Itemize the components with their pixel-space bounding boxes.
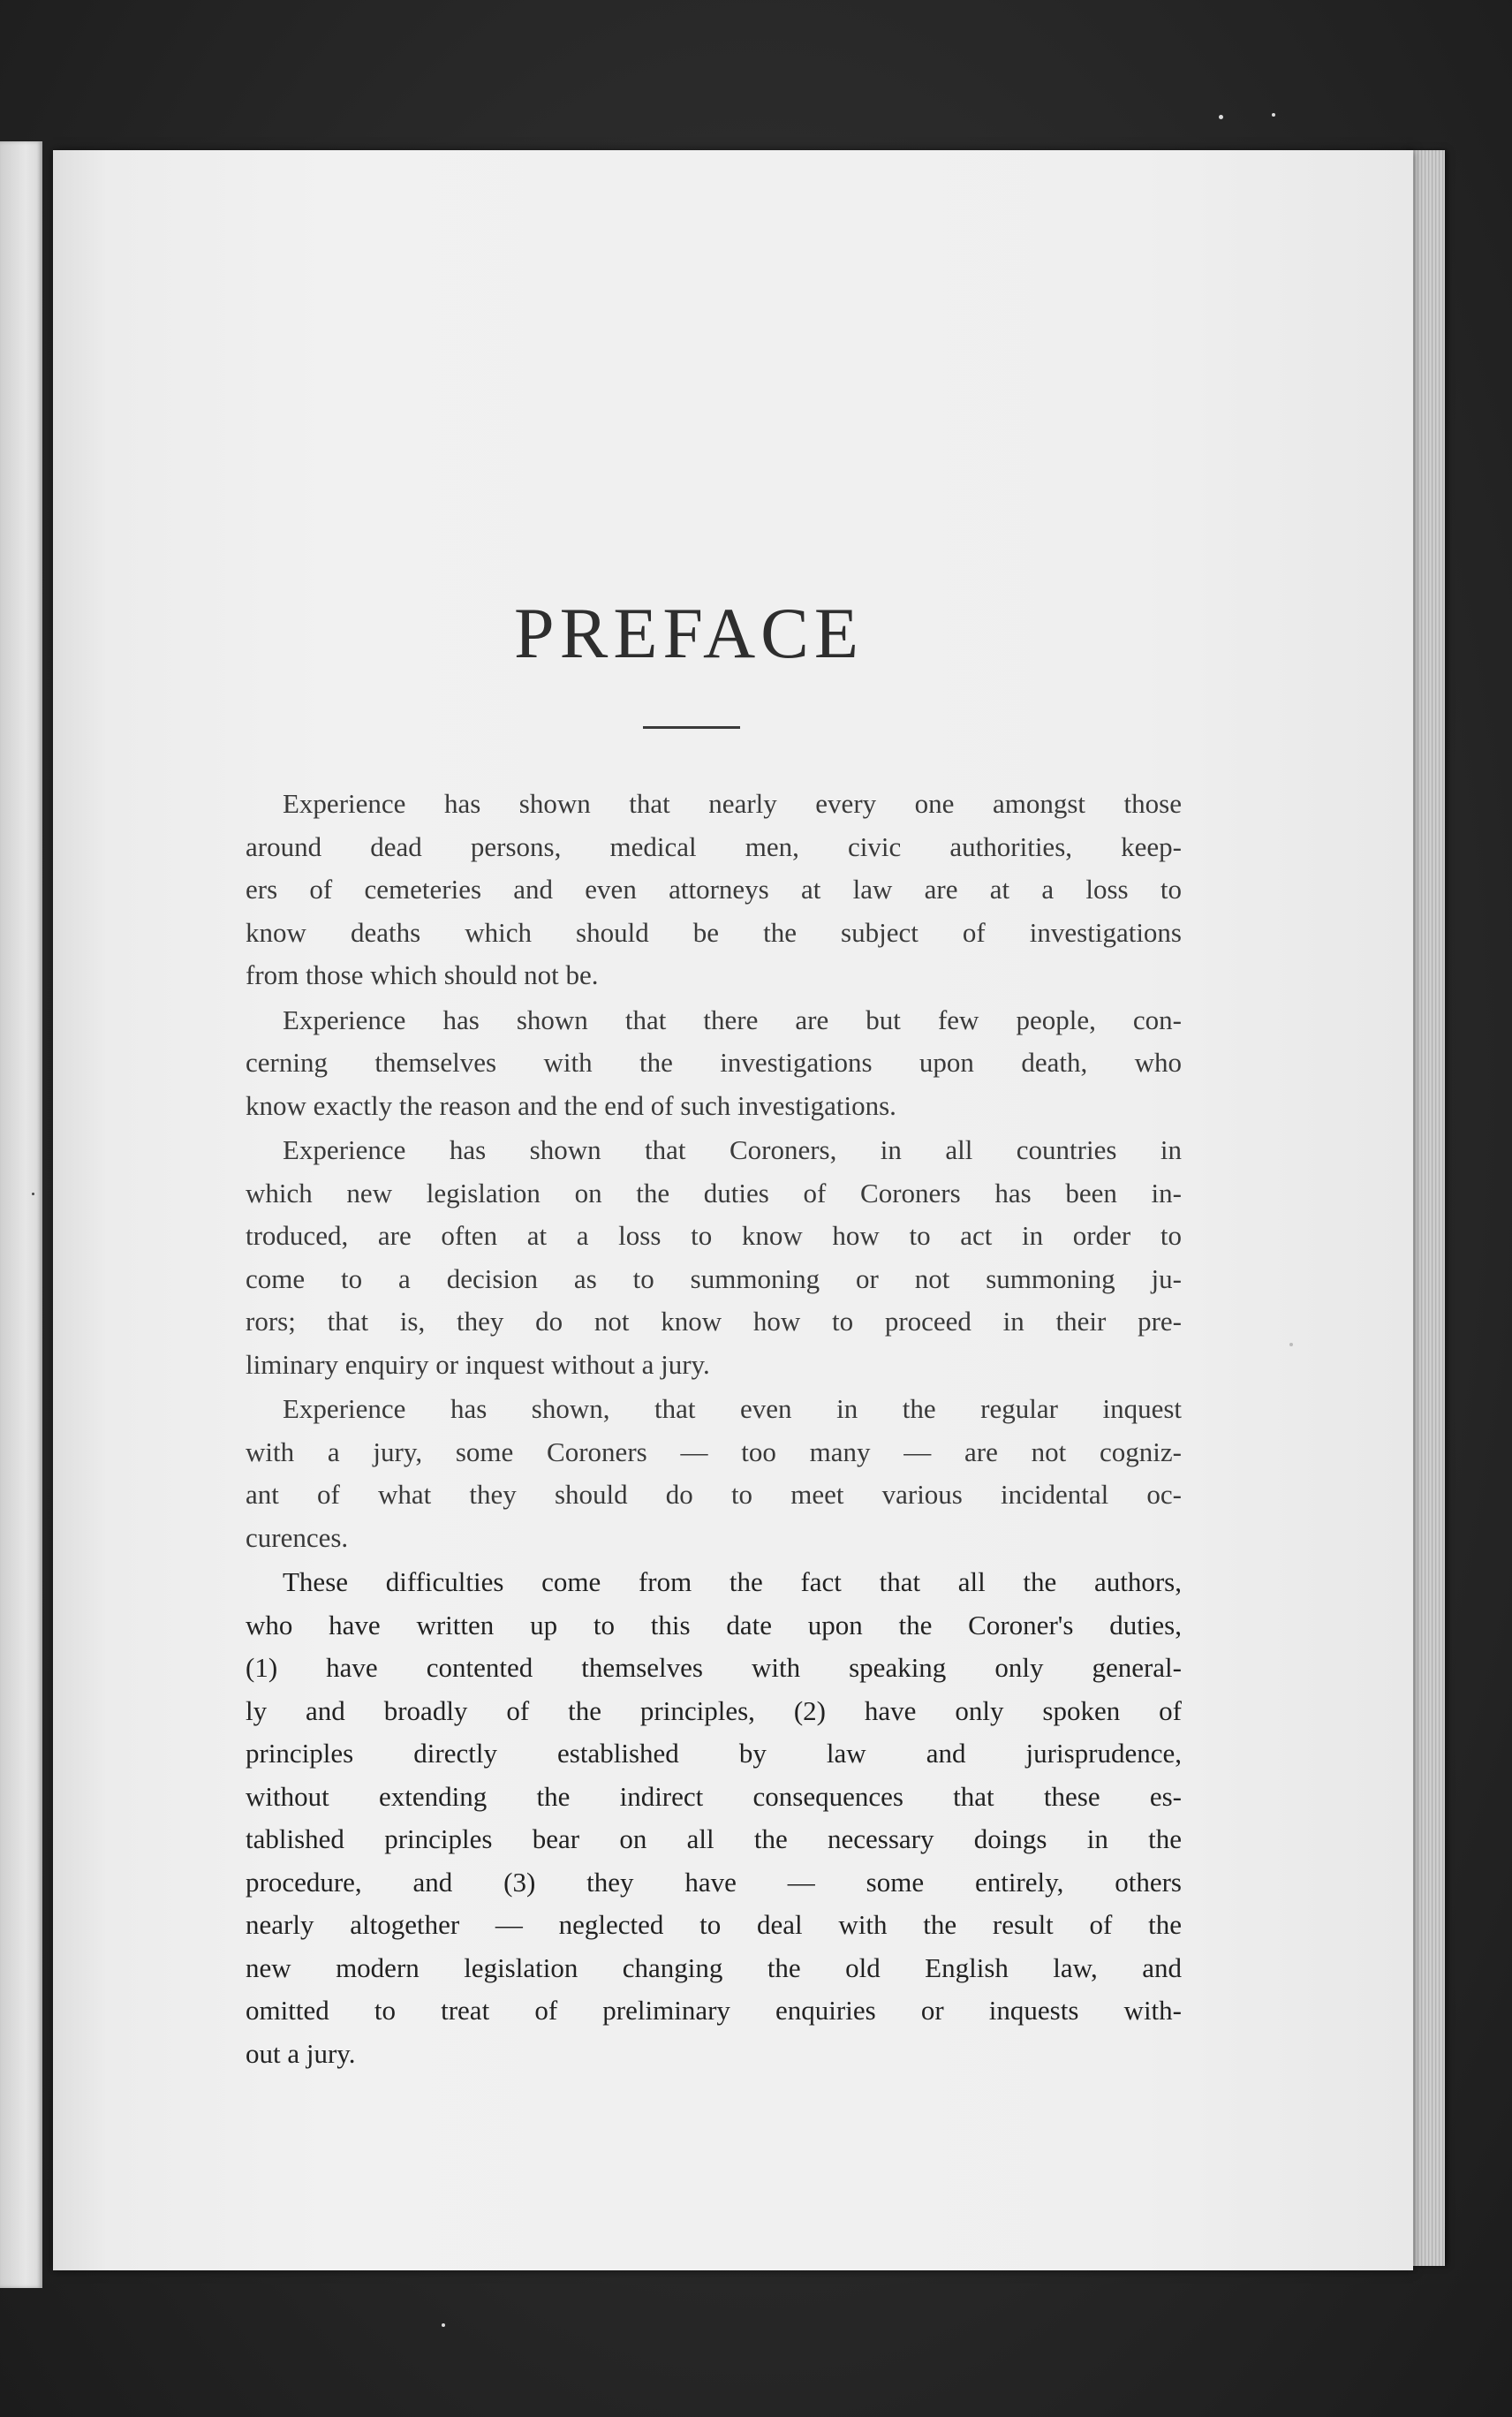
text-line: procedure, and (3) they have — some entirely, others: [246, 1866, 1182, 1898]
text-line: curences.: [246, 1521, 349, 1553]
preface-body: [246, 783, 1182, 2075]
paragraph: [246, 1388, 1182, 1559]
text-line: know deaths which should be the subject of investigations: [246, 916, 1182, 948]
text-line: liminary enquiry or inquest without a jury.: [246, 1348, 710, 1380]
text-line: (1) have contented themselves with speaking only general-: [246, 1652, 1182, 1683]
text-line: out a jury.: [246, 2037, 356, 2069]
text-line: principles directly established by law and jurisprudence,: [246, 1738, 1182, 1769]
text-line: ers of cemeteries and even attorneys at law are at a loss to: [246, 874, 1182, 905]
page-title: PREFACE: [514, 593, 864, 673]
paragraph: [246, 1561, 1182, 2075]
text-line: with a jury, some Coroners — too many — are not cogniz-: [246, 1436, 1182, 1467]
text-line: Experience has shown, that even in the regular inquest: [283, 1393, 1182, 1424]
text-line: omitted to treat of preliminary enquiries or inquests with-: [246, 1995, 1182, 2026]
text-line: rors; that is, they do not know how to proceed in their pre-: [246, 1306, 1182, 1337]
text-line: come to a decision as to summoning or not summoning ju-: [246, 1262, 1182, 1294]
text-line: troduced, are often at a loss to know how to act in order to: [246, 1220, 1182, 1251]
text-line: Experience has shown that Coroners, in all countries in: [283, 1134, 1182, 1165]
book-page: [53, 150, 1413, 2270]
text-line: know exactly the reason and the end of such investigations.: [246, 1089, 896, 1121]
text-line: cerning themselves with the investigations upon death, who: [246, 1047, 1182, 1078]
text-line: tablished principles bear on all the necessary doings in the: [246, 1823, 1182, 1854]
paragraph: [246, 999, 1182, 1128]
paragraph: [246, 783, 1182, 997]
text-line: without extending the indirect consequences that these es-: [246, 1780, 1182, 1812]
paragraph: [246, 1129, 1182, 1386]
facing-page-edge: [0, 141, 42, 2288]
text-line: who have written up to this date upon the Coroner's duties,: [246, 1609, 1182, 1640]
text-line: nearly altogether — neglected to deal with the result of the: [246, 1909, 1182, 1940]
text-line: Experience has shown that nearly every one amongst those: [283, 788, 1182, 819]
text-line: from those which should not be.: [246, 959, 599, 990]
title-rule: [643, 726, 740, 729]
text-line: ly and broadly of the principles, (2) have only spoken of: [246, 1694, 1182, 1726]
text-line: which new legislation on the duties of Coroners has been in-: [246, 1177, 1182, 1208]
text-line: around dead persons, medical men, civic authorities, keep-: [246, 830, 1182, 862]
text-line: ant of what they should do to meet various incidental oc-: [246, 1479, 1182, 1510]
text-line: Experience has shown that there are but few people, con-: [283, 1004, 1182, 1035]
text-line: new modern legislation changing the old English law, and: [246, 1951, 1182, 1983]
text-line: These difficulties come from the fact that all the authors,: [283, 1566, 1182, 1597]
